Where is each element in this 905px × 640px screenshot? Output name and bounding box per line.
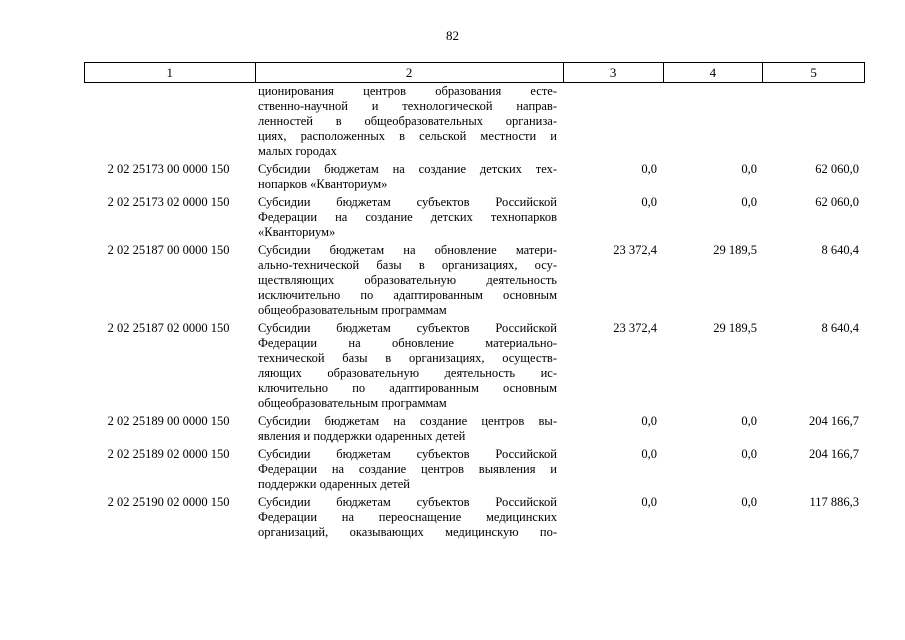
name-cell xyxy=(255,162,564,192)
name-cell xyxy=(255,321,564,411)
value-col-4: 29 189,5 xyxy=(713,321,757,335)
table-row xyxy=(84,321,865,411)
name-cell xyxy=(255,195,564,240)
header-col-5: 5 xyxy=(810,65,817,80)
value-col-4: 0,0 xyxy=(741,495,757,509)
table-row xyxy=(84,447,865,492)
name-line: ально-технической базы в организациях, осу- xyxy=(258,258,557,272)
code-cell: 2 02 25187 02 0000 150 xyxy=(107,321,230,335)
value-col-4 xyxy=(664,84,764,159)
value-col-5: 204 166,7 xyxy=(809,447,859,461)
name-line: Субсидии бюджетам субъектов Российской xyxy=(258,195,557,209)
code-cell: 2 02 25173 02 0000 150 xyxy=(107,195,230,209)
header-col-1: 1 xyxy=(85,63,256,82)
name-line: Федерации на переоснащение медицинских xyxy=(258,510,557,524)
value-col-4: 0,0 xyxy=(741,447,757,461)
name-line: ственно-научной и технологической направ- xyxy=(258,99,557,113)
code-cell: 2 02 25187 00 0000 150 xyxy=(107,243,230,257)
name-line: малых городах xyxy=(258,144,337,158)
value-col-5: 62 060,0 xyxy=(815,195,859,209)
value-col-3: 0,0 xyxy=(641,447,657,461)
name-line: технической базы в организациях, осуществ- xyxy=(258,351,557,365)
value-col-5 xyxy=(764,84,865,159)
value-col-3: 0,0 xyxy=(641,414,657,428)
name-line: Субсидии бюджетам субъектов Российской xyxy=(258,447,557,461)
name-line: общеобразовательным программам xyxy=(258,303,447,317)
value-col-5: 117 886,3 xyxy=(809,495,859,509)
name-line: ключительно по адаптированным основным xyxy=(258,381,557,395)
name-line: Субсидии бюджетам на создание детских тех- xyxy=(258,162,557,176)
name-cell xyxy=(255,243,564,318)
name-line: Субсидии бюджетам на обновление матери- xyxy=(258,243,557,257)
name-line: Субсидии бюджетам субъектов Российской xyxy=(258,495,557,509)
name-line: исключительно по адаптированным основным xyxy=(258,288,557,302)
name-cell xyxy=(255,84,564,159)
value-col-5: 204 166,7 xyxy=(809,414,859,428)
name-line: Субсидии бюджетам на создание центров вы- xyxy=(258,414,557,428)
value-col-3 xyxy=(564,84,664,159)
table-row xyxy=(84,195,865,240)
name-cell xyxy=(255,495,564,540)
table-row xyxy=(84,495,865,540)
name-line: поддержки одаренных детей xyxy=(258,477,410,491)
name-line: Субсидии бюджетам субъектов Российской xyxy=(258,321,557,335)
value-col-3: 23 372,4 xyxy=(613,321,657,335)
name-line: ляющих образовательную деятельность ис- xyxy=(258,366,557,380)
header-col-2: 2 xyxy=(256,63,564,82)
name-line: циях, расположенных в сельской местности и xyxy=(258,129,557,143)
name-line: Федерации на создание детских технопарков xyxy=(258,210,557,224)
value-col-3: 0,0 xyxy=(641,195,657,209)
table-row xyxy=(84,414,865,444)
value-col-5: 8 640,4 xyxy=(821,243,859,257)
value-col-4: 0,0 xyxy=(741,414,757,428)
header-col-4: 4 xyxy=(664,63,764,82)
value-col-5: 8 640,4 xyxy=(821,321,859,335)
value-col-3: 0,0 xyxy=(641,162,657,176)
code-cell: 2 02 25189 02 0000 150 xyxy=(107,447,230,461)
table-body xyxy=(84,84,865,543)
value-col-4: 29 189,5 xyxy=(713,243,757,257)
name-line: «Кванториум» xyxy=(258,225,336,239)
table-header xyxy=(84,62,865,83)
code-cell: 2 02 25189 00 0000 150 xyxy=(107,414,230,428)
code-cell: 2 02 25190 02 0000 150 xyxy=(107,495,230,509)
name-cell xyxy=(255,414,564,444)
name-line: явления и поддержки одаренных детей xyxy=(258,429,466,443)
value-col-4: 0,0 xyxy=(741,162,757,176)
name-line: ществляющих образовательную деятельность xyxy=(258,273,557,287)
value-col-4: 0,0 xyxy=(741,195,757,209)
name-line: нопарков «Кванториум» xyxy=(258,177,388,191)
name-line: Федерации на обновление материально- xyxy=(258,336,557,350)
name-cell xyxy=(255,447,564,492)
name-line: организаций, оказывающих медицинскую по- xyxy=(258,525,557,539)
code-cell xyxy=(84,84,255,159)
value-col-3: 23 372,4 xyxy=(613,243,657,257)
name-line: общеобразовательным программам xyxy=(258,396,447,410)
name-line: Федерации на создание центров выявления и xyxy=(258,462,557,476)
page-number: 82 xyxy=(446,28,459,43)
table-row xyxy=(84,243,865,318)
code-cell: 2 02 25173 00 0000 150 xyxy=(107,162,230,176)
value-col-3: 0,0 xyxy=(641,495,657,509)
name-line: ционирования центров образования есте- xyxy=(258,84,557,98)
name-line: ленностей в общеобразовательных организа- xyxy=(258,114,557,128)
table-row-continuation xyxy=(84,84,865,159)
header-col-3: 3 xyxy=(564,63,664,82)
value-col-5: 62 060,0 xyxy=(815,162,859,176)
table-row xyxy=(84,162,865,192)
